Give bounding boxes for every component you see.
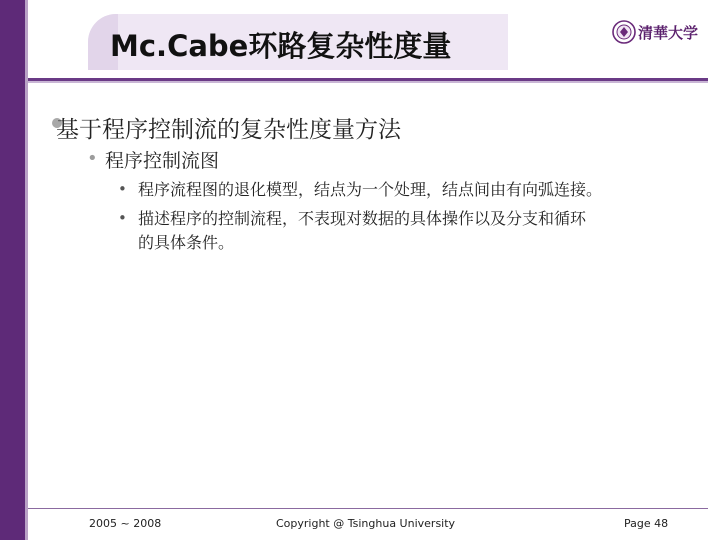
- footer-divider: [28, 508, 708, 509]
- logo-text: 清華大学: [638, 24, 699, 42]
- title-banner: [88, 14, 508, 70]
- left-accent-bar: [0, 0, 25, 540]
- level3-item-2-continued: 的具体条件。: [138, 233, 235, 252]
- level3-item-2: 描述程序的控制流程，不表现对数据的具体操作以及分支和循环: [138, 209, 587, 228]
- title-divider-shadow: [28, 81, 708, 83]
- level3-bullet-icon: •: [118, 180, 127, 198]
- footer-date: 2005 ~ 2008: [89, 517, 162, 530]
- level2-text: 程序控制流图: [105, 150, 220, 172]
- slide-title: Mc.Cabe环路复杂性度量: [110, 29, 452, 63]
- level2-bullet-icon: •: [87, 148, 98, 169]
- level3-bullet-icon: •: [118, 209, 127, 227]
- footer-copyright: Copyright @ Tsinghua University: [276, 517, 456, 530]
- level1-text: 基于程序控制流的复杂性度量方法: [56, 117, 401, 143]
- level3-item-1: 程序流程图的退化模型，结点为一个处理，结点间由有向弧连接。: [138, 180, 603, 199]
- footer-page-number: Page 48: [624, 517, 669, 530]
- tsinghua-logo: [612, 18, 706, 46]
